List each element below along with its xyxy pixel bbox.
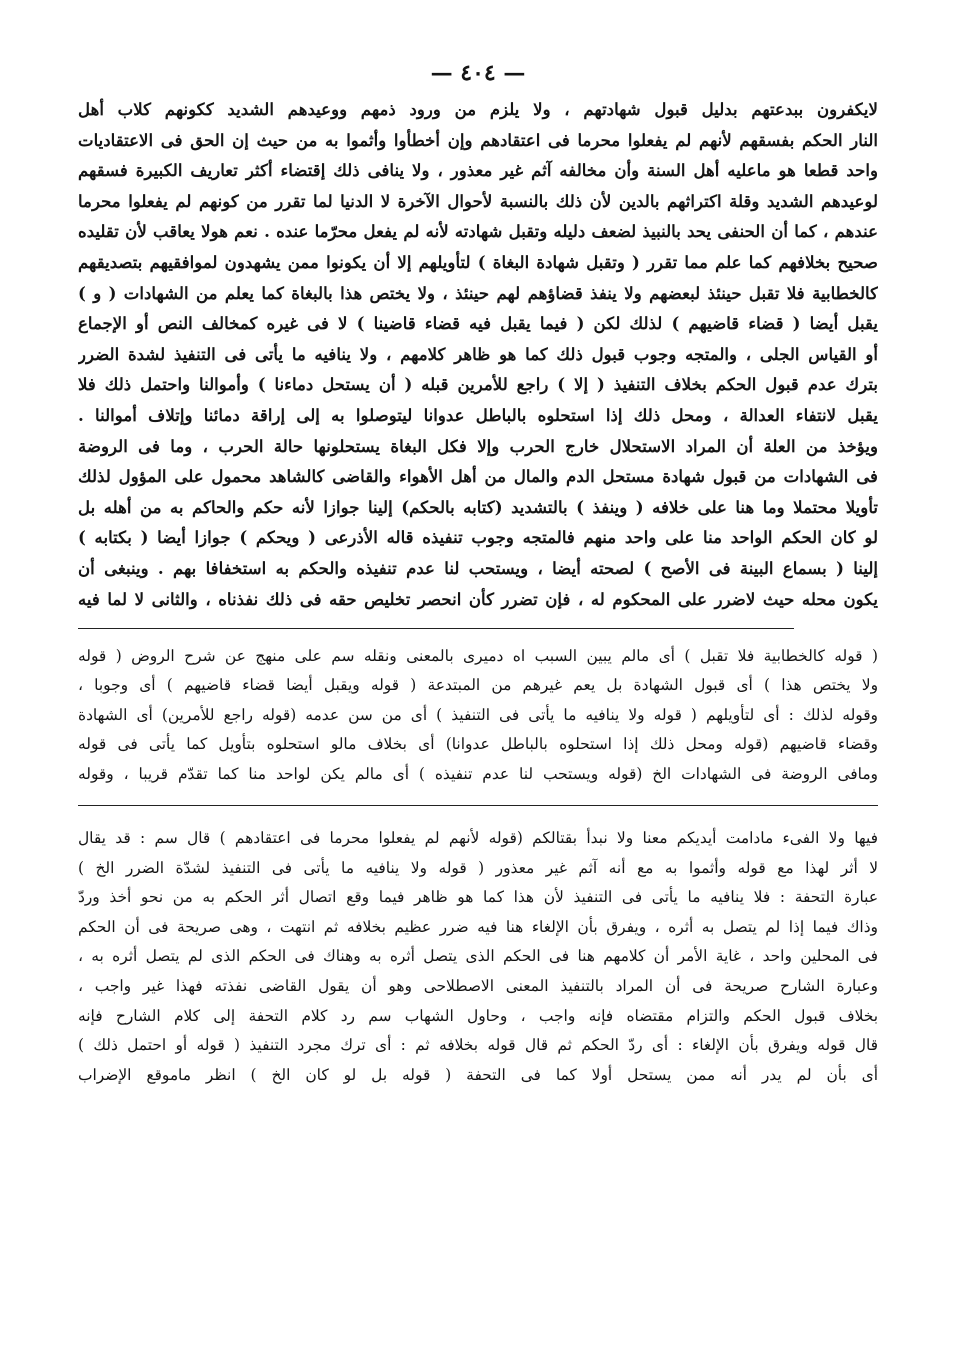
main-text-line: النار الحكم بفسقهم لأنهم لم يفعلوا محرما فى اعتقادهم وإن أخطأوا وأثموا به من حيث إن الحق فى الاعتقاديات bbox=[78, 129, 878, 150]
footnote-line: وقوله لذلك : أى لتأويلهم ( قوله ولا ينافيه ما يأتى فى التنفيذ ) أى من سن عدمه (قوله راجع للأمرين) أى الشهادة bbox=[78, 705, 878, 724]
main-text-line: يقبل أيضا ( قضاء قاضيهم ) لذلك لكن ( فيما يقبل فيه قضاء قاضينا ) لا فى غيره كمخالف النص أو الإجماع bbox=[78, 313, 878, 334]
commentary-line: أى بأن لم يدر أنه ممن يستحل أولا كما فى التحفة ( قوله بل لو كان الخ ) انظر ماموقع الإضراب bbox=[78, 1065, 878, 1084]
commentary-line: فى المحلين واحد ، غاية الأمر أن كلامهم هنا فى الحكم الذى يتصل أثره به وهناك فى الحكم الذى لم يتصل أثره به ، bbox=[78, 947, 878, 966]
commentary-separator bbox=[78, 805, 878, 806]
commentary-line: لا أثر لهذا مع قوله وأثموا به مع أنه آثم غير معذور ( قوله ولا ينافيه ما يأتى فى التنفيذ لشدّة الضرر الخ ) bbox=[78, 858, 878, 877]
commentary bbox=[78, 824, 878, 1090]
main-text bbox=[78, 94, 878, 614]
page-number: — ٤٠٤ — bbox=[430, 60, 526, 86]
commentary-line: قال قوله ويفرق بأن الإلغاء : أى ردّ الحكم ثم قال قوله بخلافه ثم : أى ترك مجرد التنفيذ ( قوله أو احتمل ذلك ) bbox=[78, 1036, 878, 1055]
footnotes bbox=[78, 642, 878, 789]
main-text-line: بترك عدم قبول الحكم بخلاف التنفيذ ( إلا ) راجع للأمرين قبله ( أن يستحل دماءنا ) وأموالنا واحتمل ذلك فلا bbox=[78, 374, 878, 395]
main-text-line: كالخطابية فلا تقبل حينئذ لبعضهم ولا ينفذ قضاؤهم لهم حينئذ ، ولا يختص هذا بالبغاة كما يعلم من الشهادات ( و ) bbox=[78, 282, 878, 303]
main-text-line: واحد قطعا هو ماعليه أهل السنة وأن مخالفه آثم غير معذور ، ولا ينافى ذلك إقتضاء أكثر تعاريف الكبيرة فسقهم bbox=[78, 160, 878, 181]
commentary-line: فيها ولا الفىء مادامت أيديكم معنا ولا نبدأ بقتالكم (قوله لأنهم لم يفعلوا محرما فى اعتقادهم ) قال سم : قد يقال bbox=[78, 829, 878, 848]
main-text-line: عندهم ، كما أن الحنفى يحد بالنبيذ لضعف دليله وتقبل شهادته لأنه لم يفعل محرّما عنده . نعم هولا يعاقب لأن تقليده bbox=[78, 221, 878, 242]
footnote-line: ( قوله كالخطابية فلا تقبل ) أى مالم يبين السبب اه دميرى بالمعنى ونقله سم على منهج عن شرح الروض ( قوله bbox=[78, 647, 878, 666]
main-text-line: تأويلا محتملا وما هنا على خلافه ( وينفذ ) بالتشديد (كتابه بالحكم) إلينا جوازا لأنه حكم والحاكم به من أهله بل bbox=[78, 496, 878, 517]
main-text-line: يكون محله حيث لاضرر على المحكوم له ، فإن تضرر كأن انحصر تخليص حقه فى ذلك نفذناه ، والثانى لا لما فيه bbox=[78, 588, 878, 609]
commentary-line: وعبارة الشارح صريحة فى أن المراد بالتنفيذ المعنى الاصطلاحى وهو أن يقول القاضى نفذته فهذا غير واجب ، bbox=[78, 977, 878, 996]
main-text-line: إلينا ( بسماع البينة فى الأصح ) لصحته أيضا ، ويستحب لنا عدم تنفيذه والحكم به استخفافا بهم . وينبغى أن bbox=[78, 557, 878, 578]
main-text-line: فى الشهادات من قبول شهادة مستحل الدم والمال من أهل الأهواء والقاضى كالشاهد محمول على المؤول لذلك bbox=[78, 466, 878, 487]
commentary-line: بخلاف قبول الحكم والتزام مقتضاه فإنه واجب ، وحاول الشهاب سم رد كلام التحفة إلى كلام الشارح فإنه bbox=[78, 1006, 878, 1025]
main-text-line: ويؤخذ من العلة أن المراد الاستحلال خارج الحرب وإلا فكل البغاة يستحلونها حالة الحرب ، وما فى الروضة bbox=[78, 435, 878, 456]
main-text-line: يقبل لانتفاء العدالة ، ومحل ذلك إذا استحلوه بالباطل عدوانا ليتوصلوا به إلى إراقة دمائنا وإتلاف أموالنا . bbox=[78, 404, 878, 425]
footnote-line: ولا يختص هذا ) أى قبول الشهادة بل يعم غيرهم من المبتدعة ( قوله ويقبل أيضا قضاء قاضيهم ) أى وجوبا ، bbox=[78, 676, 878, 695]
main-text-line: أو القياس الجلى ، والمتجه وجوب قبول ذلك كما هو ظاهر كلامهم ، ولا ينافيه ما يأتى فى التنفيذ لشدة الضرر bbox=[78, 343, 878, 364]
main-text-line: لايكفرون ببدعتهم بدليل قبول شهادتهم ، ولا يلزم من ورود ذمهم ووعيدهم الشديد ككونهم كلاب أهل bbox=[78, 99, 878, 119]
footnote-separator bbox=[78, 628, 794, 629]
main-text-line: صحيح بخلافهم كما علم مما تقرر ( وتقبل شهادة البغاة ) لتأويلهم إلا أن يكونوا ممن يشهدون لموافقيهم بتصديقهم bbox=[78, 251, 878, 272]
main-text-line: لوعيدهم الشديد وقلة اكتراثهم بالدين لأن ذلك بالنسبة لأحوال الآخرة لا الدنيا لما تقرر من كونهم لم يفعلوا محرما bbox=[78, 190, 878, 211]
footnote-line: ومافى الروضة فى الشهادات الخ (قوله ويستحب لنا عدم تنفيذه ) أى مالم يكن لواحد منا كما تقدّم قريبا ، وقوله bbox=[78, 764, 878, 783]
commentary-line: وذاك فيما إذا لم يتصل به أثره ، ويفرق بأن الإلغاء هنا فيه ضرر عظيم بخلافه ثم انتهت ، وهى صريحة فى أن الحكم bbox=[78, 917, 878, 936]
main-text-line: لو كان الحكم الواحد منا على واحد منهم فالمتجه وجوب تنفيذه قاله الأذرعى ( ويحكم ) جوازا أيضا ( بكتابه ) bbox=[78, 527, 878, 548]
footnote-line: وقضاء قاضيهم (قوله ومحل ذلك إذا استحلوه بالباطل عدوانا) أى بخلاف مالو استحلوه بتأويل كما يأتى فى قوله bbox=[78, 735, 878, 754]
commentary-line: عبارة التحفة : فلا ينافيه ما يأتى فى التنفيذ لأن هذا كما هو ظاهر فيما وقع اتصال أثر الحكم به من نحو أخذ وردّ bbox=[78, 888, 878, 907]
